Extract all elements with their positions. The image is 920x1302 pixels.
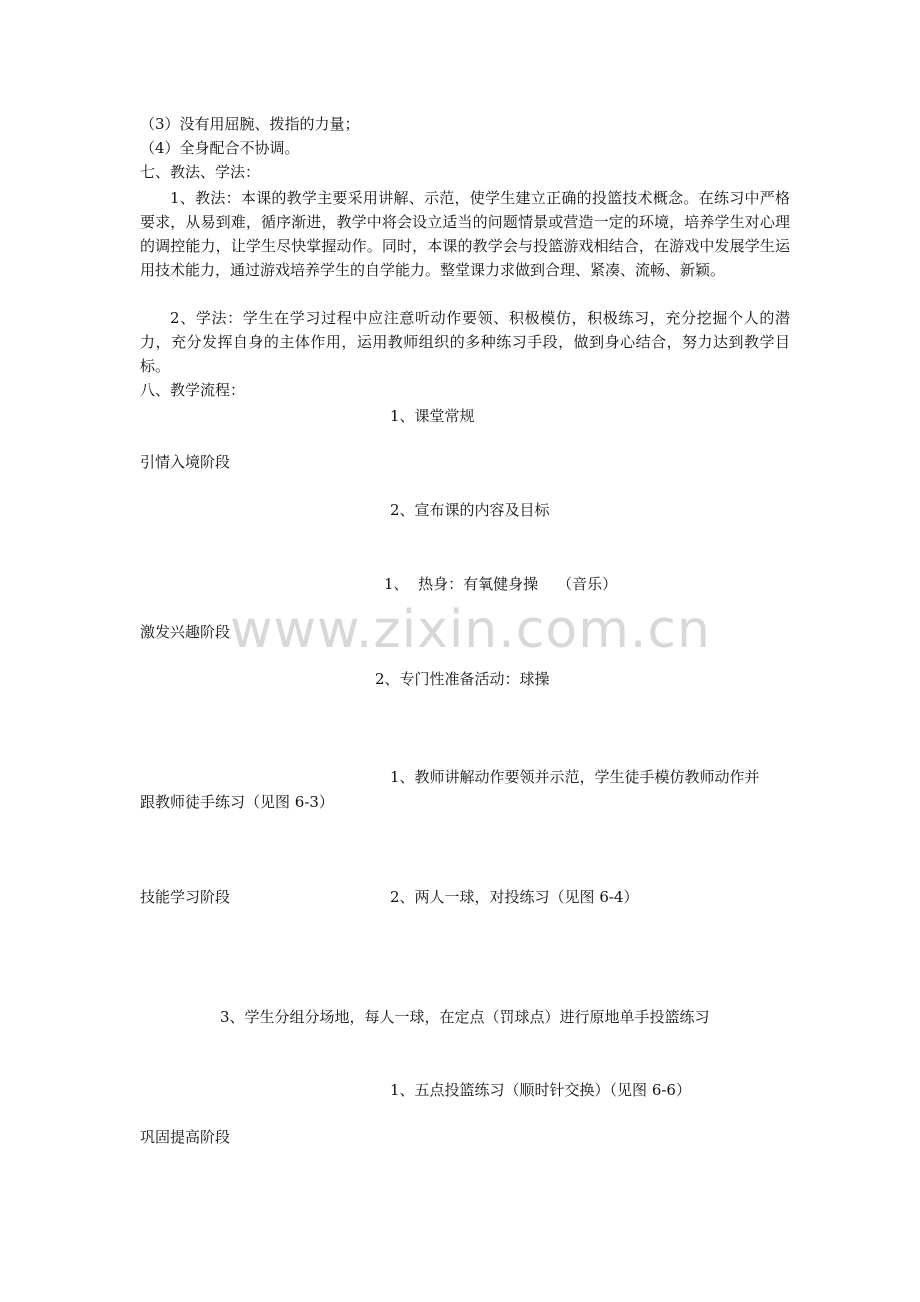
stage-label-intro: 引情入境阶段 <box>140 453 231 471</box>
item-4: （4）全身配合不协调。 <box>140 139 300 157</box>
flow-step-five-point: 1、五点投篮练习（顺时针交换）（见图 6-6） <box>390 1081 691 1099</box>
flow-step-demo-line1: 1、教师讲解动作要领并示范，学生徒手模仿教师动作并 <box>390 768 760 786</box>
flow-step-warmup: 1、 热身：有氧健身操 （音乐） <box>384 575 618 593</box>
teaching-method-paragraph: 1、教法：本课的教学主要采用讲解、示范，使学生建立正确的投篮技术概念。在练习中严格要求，从易到难，循序渐进，教学中将会设立适当的问题情景或营造一定的环境，培养学生对心理的调控能力，让学生尽快掌握动作。同时，本课的教学会与投篮游戏相结合，在游戏中发展学生运用技术能力，通过游戏培养学生的自学能力。整堂课力求做到合理、紧凑、流畅、新颖。 <box>140 189 790 279</box>
flow-step-pair-practice: 2、两人一球，对投练习（见图 6-4） <box>390 888 639 906</box>
section-7-heading: 七、教法、学法： <box>140 163 261 181</box>
section-8-heading: 八、教学流程： <box>140 381 246 399</box>
flow-step-announce: 2、宣布课的内容及目标 <box>390 501 550 519</box>
learning-method-paragraph: 2、学法：学生在学习过程中应注意听动作要领、积极模仿，积极练习，充分挖掘个人的潜力，充分发挥自身的主体作用，运用教师组织的多种练习手段，做到身心结合，努力达到教学目标。 <box>140 309 790 375</box>
stage-label-skill: 技能学习阶段 <box>140 888 231 906</box>
item-3: （3）没有用屈腕、拨指的力量； <box>140 115 360 133</box>
watermark: www.zixin.com.cn <box>230 600 711 660</box>
flow-step-demo-line2: 跟教师徒手练习（见图 6-3） <box>140 793 334 811</box>
stage-label-interest: 激发兴趣阶段 <box>140 623 231 641</box>
flow-step-routine: 1、课堂常规 <box>390 407 475 425</box>
flow-step-ball-drill: 2、专门性准备活动：球操 <box>375 670 550 688</box>
stage-label-consolidate: 巩固提高阶段 <box>140 1128 231 1146</box>
flow-step-group-practice: 3、学生分组分场地，每人一球，在定点（罚球点）进行原地单手投篮练习 <box>220 1008 710 1026</box>
